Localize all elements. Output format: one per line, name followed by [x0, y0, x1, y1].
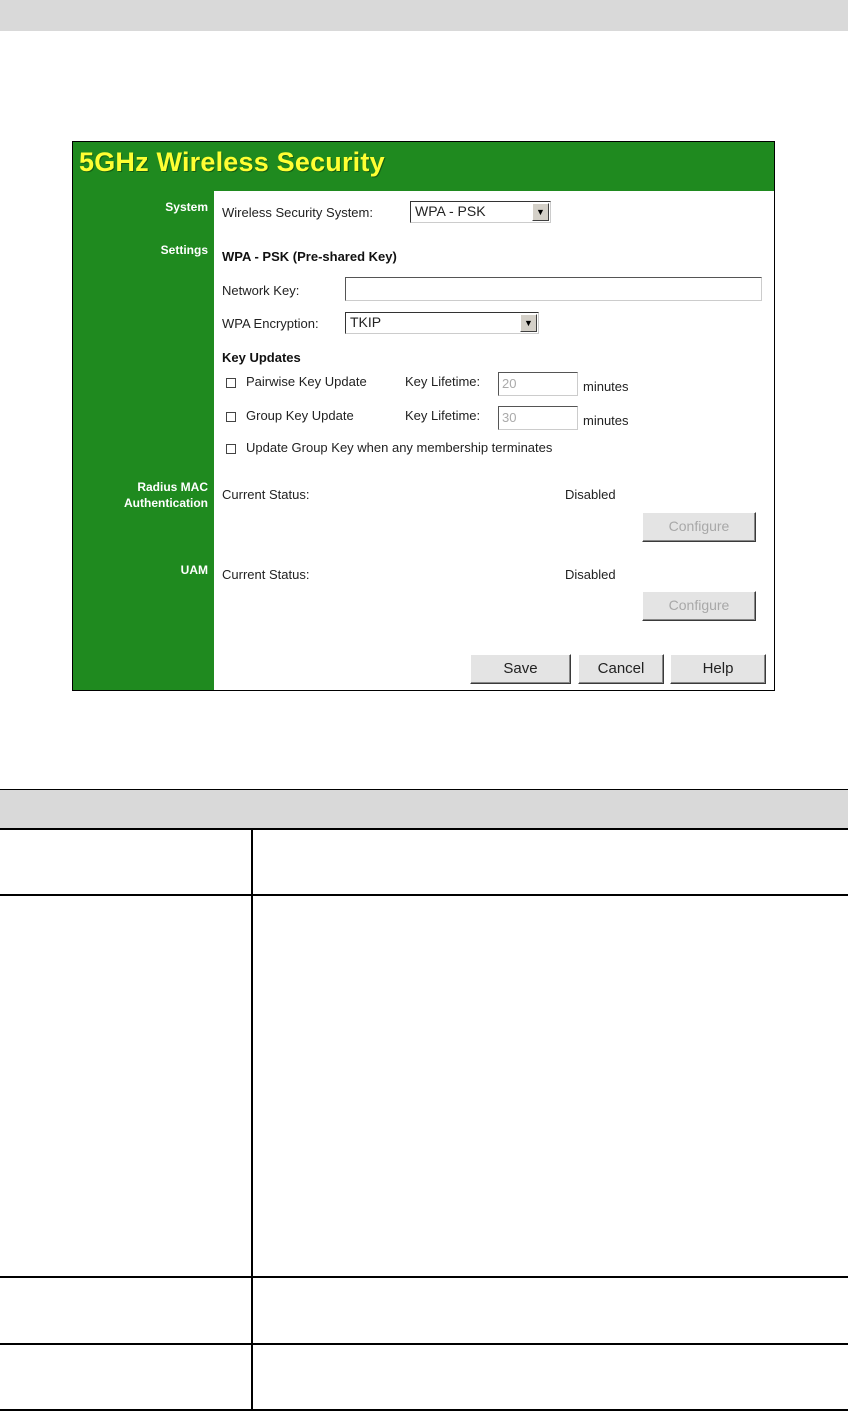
wpa-encryption-select[interactable]: [345, 312, 539, 334]
wireless-security-system-value: WPA - PSK: [415, 203, 486, 219]
group-key-update-label: Group Key Update: [246, 408, 354, 423]
wpa-encryption-label: WPA Encryption:: [222, 316, 319, 331]
side-label-system: System: [165, 200, 208, 214]
table-divider: [0, 1276, 848, 1278]
table-divider: [0, 894, 848, 896]
wpa-encryption-value: TKIP: [350, 314, 382, 330]
side-label-radius: [124, 479, 208, 511]
chevron-down-icon[interactable]: ▼: [532, 203, 549, 221]
radius-status-label: Current Status:: [222, 487, 310, 502]
pairwise-key-lifetime-field[interactable]: 20: [498, 372, 578, 396]
membership-update-label: Update Group Key when any membership terminates: [246, 440, 553, 455]
side-label-radius-line1: Radius MAC: [137, 480, 208, 494]
pairwise-key-lifetime-label: Key Lifetime:: [405, 374, 481, 389]
uam-status-value: Disabled: [565, 567, 616, 582]
pairwise-minutes-label: minutes: [583, 379, 629, 394]
table-divider: [0, 1343, 848, 1345]
wpa-psk-heading: WPA - PSK (Pre-shared Key): [222, 249, 397, 264]
side-label-radius-line2: Authentication: [124, 496, 208, 510]
side-label-settings: Settings: [160, 243, 208, 257]
page-title: 5GHz Wireless Security: [79, 147, 385, 177]
group-key-lifetime-label: Key Lifetime:: [405, 408, 481, 423]
wireless-security-panel: [72, 141, 775, 691]
wireless-security-system-label: Wireless Security System:: [222, 205, 373, 220]
help-button[interactable]: Help: [670, 654, 766, 684]
group-key-lifetime-field[interactable]: 30: [498, 406, 578, 430]
membership-update-checkbox[interactable]: [226, 444, 236, 454]
table-header-row: [0, 789, 848, 830]
group-key-update-checkbox[interactable]: [226, 412, 236, 422]
save-button[interactable]: Save: [470, 654, 571, 684]
pairwise-key-update-checkbox[interactable]: [226, 378, 236, 388]
uam-configure-button[interactable]: Configure: [642, 591, 756, 621]
wireless-security-system-select[interactable]: [410, 201, 551, 223]
uam-status-label: Current Status:: [222, 567, 310, 582]
network-key-label: Network Key:: [222, 283, 300, 298]
radius-configure-button[interactable]: Configure: [642, 512, 756, 542]
pairwise-key-update-label: Pairwise Key Update: [246, 374, 367, 389]
top-header-bar: [0, 0, 848, 31]
network-key-field[interactable]: [345, 277, 762, 301]
side-label-uam: UAM: [180, 563, 208, 577]
table-column-divider: [251, 830, 253, 1411]
table-divider: [0, 828, 848, 830]
cancel-button[interactable]: Cancel: [578, 654, 664, 684]
group-minutes-label: minutes: [583, 413, 629, 428]
radius-status-value: Disabled: [565, 487, 616, 502]
key-updates-heading: Key Updates: [222, 350, 301, 365]
chevron-down-icon[interactable]: ▼: [520, 314, 537, 332]
settings-content: [214, 191, 774, 690]
